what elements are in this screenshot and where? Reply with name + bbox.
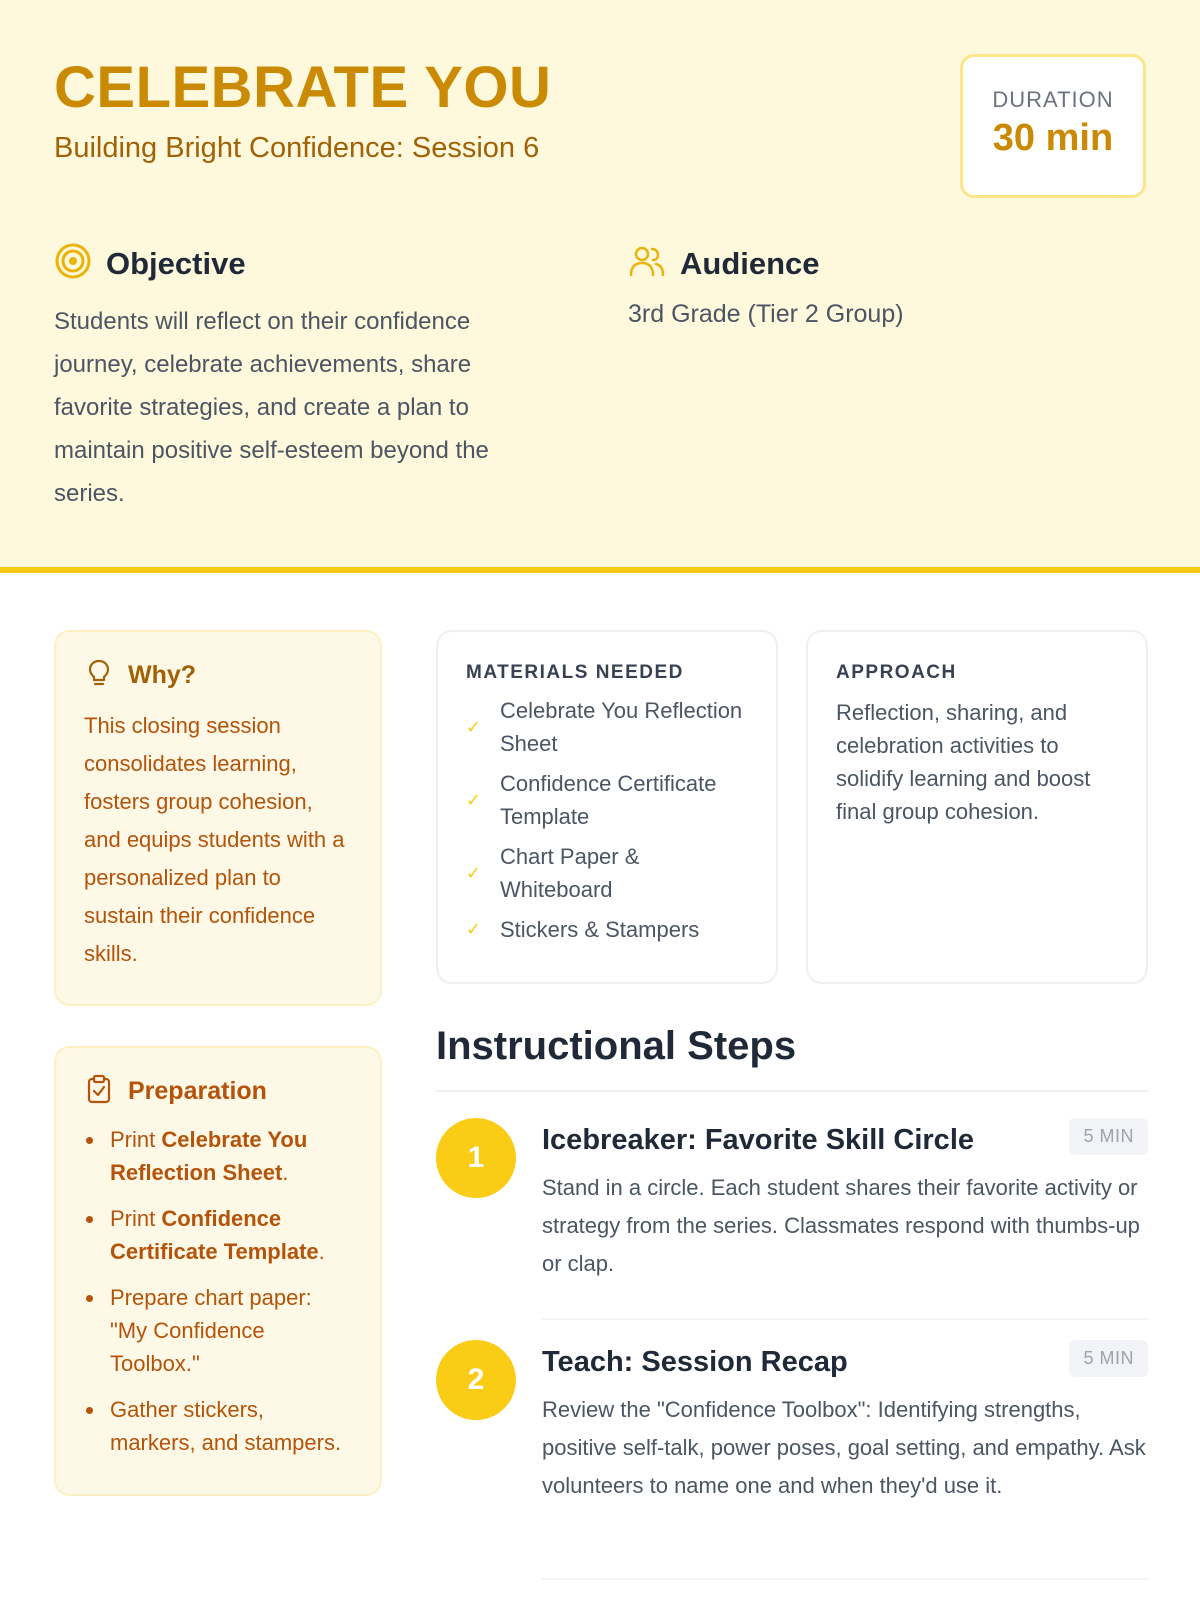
approach-card bbox=[806, 630, 1148, 984]
step-divider bbox=[542, 1318, 1148, 1320]
approach-text: Reflection, sharing, and celebration activities to solidify learning and boost final group cohesion. bbox=[836, 700, 1091, 824]
materials-title: MATERIALS NEEDED bbox=[466, 662, 684, 683]
materials-card bbox=[436, 630, 778, 984]
duration-badge bbox=[960, 54, 1146, 198]
step-number-badge: 2 bbox=[436, 1340, 516, 1420]
material-item: ✓ Celebrate You Reflection Sheet bbox=[466, 698, 743, 756]
step-duration-badge: 5 MIN bbox=[1069, 1118, 1148, 1155]
check-icon: ✓ bbox=[466, 862, 482, 883]
page-subtitle: Building Bright Confidence: Session 6 bbox=[54, 132, 540, 164]
why-text: This closing session consolidates learning, fosters group cohesion, and equips students with a personalized plan to sustain their confidence skills. bbox=[84, 713, 345, 966]
preparation-list bbox=[84, 1123, 352, 1459]
check-icon: ✓ bbox=[466, 716, 482, 737]
approach-title: APPROACH bbox=[836, 662, 957, 683]
duration-value: 30 min bbox=[992, 117, 1114, 159]
lightbulb-icon bbox=[84, 658, 114, 693]
check-icon: ✓ bbox=[466, 919, 482, 939]
objective-title: Objective bbox=[106, 245, 246, 281]
clipboard-check-icon bbox=[84, 1074, 114, 1109]
steps-divider bbox=[436, 1090, 1148, 1092]
steps-heading: Instructional Steps bbox=[436, 1024, 797, 1068]
duration-label: DURATION bbox=[992, 87, 1114, 112]
lesson-header bbox=[0, 0, 1200, 573]
page-title: CELEBRATE YOU bbox=[54, 55, 552, 120]
step-title: Teach: Session Recap bbox=[542, 1346, 848, 1378]
why-card bbox=[54, 630, 382, 1006]
material-item: ✓ Chart Paper & Whiteboard bbox=[466, 844, 640, 902]
why-title: Why? bbox=[128, 661, 197, 689]
material-item: ✓ Confidence Certificate Template bbox=[466, 771, 717, 829]
target-icon bbox=[54, 242, 92, 285]
preparation-item: Prepare chart paper: "My Confidence Toolbox." bbox=[84, 1281, 352, 1380]
preparation-item: Print Celebrate You Reflection Sheet. bbox=[84, 1123, 352, 1189]
check-icon: ✓ bbox=[466, 789, 482, 810]
step-description: Stand in a circle. Each student shares their favorite activity or strategy from the series. Classmates respond with thumbs-up or clap. bbox=[542, 1175, 1140, 1276]
step-duration-badge: 5 MIN bbox=[1069, 1340, 1148, 1377]
materials-list bbox=[466, 694, 748, 946]
preparation-item: Print Confidence Certificate Template. bbox=[84, 1202, 352, 1268]
material-item: ✓ Stickers & Stampers bbox=[466, 913, 748, 946]
step-title: Icebreaker: Favorite Skill Circle bbox=[542, 1124, 974, 1156]
objective-text: Students will reflect on their confidence journey, celebrate achievements, share favorite strategies, and create a plan to maintain positive self-esteem beyond the series. bbox=[54, 308, 489, 507]
preparation-title: Preparation bbox=[128, 1077, 267, 1105]
objective-heading bbox=[54, 242, 246, 285]
preparation-card bbox=[54, 1046, 382, 1496]
users-icon bbox=[628, 242, 666, 285]
step-divider bbox=[542, 1578, 1148, 1580]
audience-title: Audience bbox=[680, 245, 820, 281]
audience-heading bbox=[628, 242, 820, 285]
step-number-badge: 1 bbox=[436, 1118, 516, 1198]
audience-text: 3rd Grade (Tier 2 Group) bbox=[628, 300, 904, 328]
step-description: Review the "Confidence Toolbox": Identifying strengths, positive self-talk, power poses, goal setting, and empathy. Ask volunteers to name one and when they'd use it. bbox=[542, 1397, 1146, 1498]
preparation-item: Gather stickers, markers, and stampers. bbox=[84, 1393, 352, 1459]
